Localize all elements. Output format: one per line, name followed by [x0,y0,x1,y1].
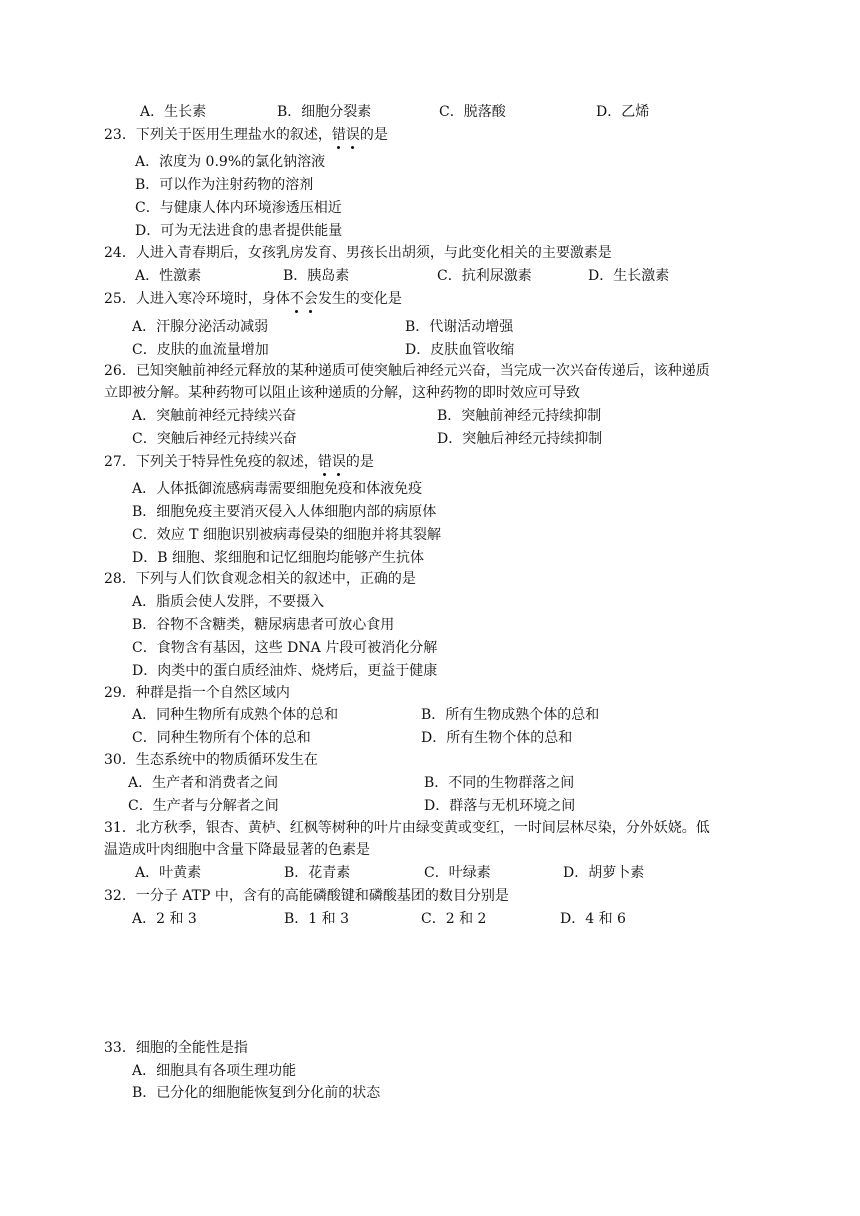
emphasis-char: 错 [317,454,332,470]
emphasis-char: 误 [331,454,346,470]
q29-option-b: B．所有生物成熟个体的总和 [421,707,600,723]
q27-stem-tail: 的是 [345,454,374,470]
q32-option-c: C．2 和 2 [421,911,487,927]
q24-option-d: D．生长激素 [588,268,670,284]
q29-option-a: A．同种生物所有成熟个体的总和 [132,707,339,723]
q30-option-b: B．不同的生物群落之间 [424,775,575,791]
q25-option-c: C．皮肤的血流量增加 [132,342,269,358]
q25-option-a: A．汗腺分泌活动减弱 [132,319,269,335]
q29-option-c: C．同种生物所有个体的总和 [132,730,311,746]
q27-stem-text: 27．下列关于特异性免疫的叙述， [104,454,318,470]
q23-option-c: C．与健康人体内环境渗透压相近 [135,200,342,216]
emphasis-char: 误 [345,127,360,143]
q33-stem: 33．细胞的全能性是指 [104,1040,248,1056]
q27-option-a: A．人体抵御流感病毒需要细胞免疫和体液免疫 [132,481,423,497]
q30-stem: 30．生态系统中的物质循环发生在 [104,752,318,768]
q23-option-d: D．可为无法进食的患者提供能量 [135,223,343,239]
q30-option-c: C．生产者与分解者之间 [128,798,279,814]
q30-option-d: D．群落与无机环境之间 [424,798,576,814]
q27-option-c: C．效应 T 细胞识别被病毒侵染的细胞并将其裂解 [132,527,441,543]
q32-stem: 32．一分子 ATP 中，含有的高能磷酸键和磷酸基团的数目分别是 [104,888,509,904]
q23-stem-tail: 的是 [359,127,388,143]
q28-option-d: D．肉类中的蛋白质经油炸、烧烤后，更益于健康 [132,663,438,679]
q23-option-a: A．浓度为 0.9%的氯化钠溶液 [135,154,326,170]
q28-option-b: B．谷物不含糖类，糖尿病患者可放心食用 [132,617,395,633]
q23-stem-text: 23．下列关于医用生理盐水的叙述， [104,127,332,143]
q31-option-b: B．花青素 [284,865,351,881]
q26-option-a: A．突触前神经元持续兴奋 [132,408,297,424]
q26-option-d: D．突触后神经元持续抑制 [437,431,603,447]
q33-option-a: A．细胞具有各项生理功能 [132,1063,297,1079]
q25-option-d: D．皮肤血管收缩 [405,342,515,358]
emphasis-char: 错 [331,127,346,143]
q32-option-b: B．1 和 3 [284,911,350,927]
q27-option-b: B．细胞免疫主要消灭侵入人体细胞内部的病原体 [132,504,437,520]
q28-stem: 28．下列与人们饮食观念相关的叙述中，正确的是 [104,571,416,587]
q31-option-a: A．叶黄素 [135,865,202,881]
q31-stem-line-2: 温造成叶肉细胞中含量下降最显著的色素是 [104,842,370,858]
q25-stem-tail: 发生的变化是 [317,291,402,307]
q25-stem-text: 25．人进入寒冷环境时，身体 [104,291,290,307]
q27-stem [104,453,374,471]
q24-option-c: C．抗利尿激素 [437,268,532,284]
q27-option-d: D．B 细胞、浆细胞和记忆细胞均能够产生抗体 [132,550,424,566]
q25-option-b: B．代谢活动增强 [405,319,514,335]
q31-stem-line-1: 31．北方秋季，银杏、黄栌、红枫等树种的叶片由绿变黄或变红，一时间层林尽染，分外妖娆。低 [104,820,710,836]
q32-option-a: A．2 和 3 [132,911,197,927]
q31-option-c: C．叶绿素 [424,865,491,881]
q26-option-b: B．突触前神经元持续抑制 [437,408,602,424]
q32-option-d: D．4 和 6 [560,911,626,927]
q33-option-b: B．已分化的细胞能恢复到分化前的状态 [132,1085,381,1101]
q22-option-a: A．生长素 [140,104,207,120]
q30-option-a: A．生产者和消费者之间 [128,775,279,791]
q26-option-c: C．突触后神经元持续兴奋 [132,431,297,447]
q26-stem-line-1: 26．已知突触前神经元释放的某种递质可使突触后神经元兴奋，当完成一次兴奋传递后，该种递质 [104,363,710,379]
q28-option-c: C．食物含有基因，这些 DNA 片段可被消化分解 [132,640,438,656]
q24-stem: 24．人进入青春期后，女孩乳房发育、男孩长出胡须，与此变化相关的主要激素是 [104,245,612,261]
q24-option-b: B．胰岛素 [283,268,350,284]
q31-option-d: D．胡萝卜素 [563,865,645,881]
q22-option-d: D．乙烯 [596,104,650,120]
q23-stem [104,126,388,144]
q29-option-d: D．所有生物个体的总和 [421,730,573,746]
q24-option-a: A．性激素 [135,268,202,284]
q25-stem [104,290,402,308]
emphasis-char: 会 [303,291,318,307]
q26-stem-line-2: 立即被分解。某种药物可以阻止该种递质的分解，这种药物的即时效应可导致 [104,385,580,401]
q28-option-a: A．脂质会使人发胖，不要摄入 [132,594,325,610]
q29-stem: 29．种群是指一个自然区域内 [104,685,290,701]
q22-option-b: B．细胞分裂素 [277,104,372,120]
q22-option-c: C．脱落酸 [439,104,506,120]
q23-option-b: B．可以作为注射药物的溶剂 [135,177,314,193]
emphasis-char: 不 [289,291,304,307]
